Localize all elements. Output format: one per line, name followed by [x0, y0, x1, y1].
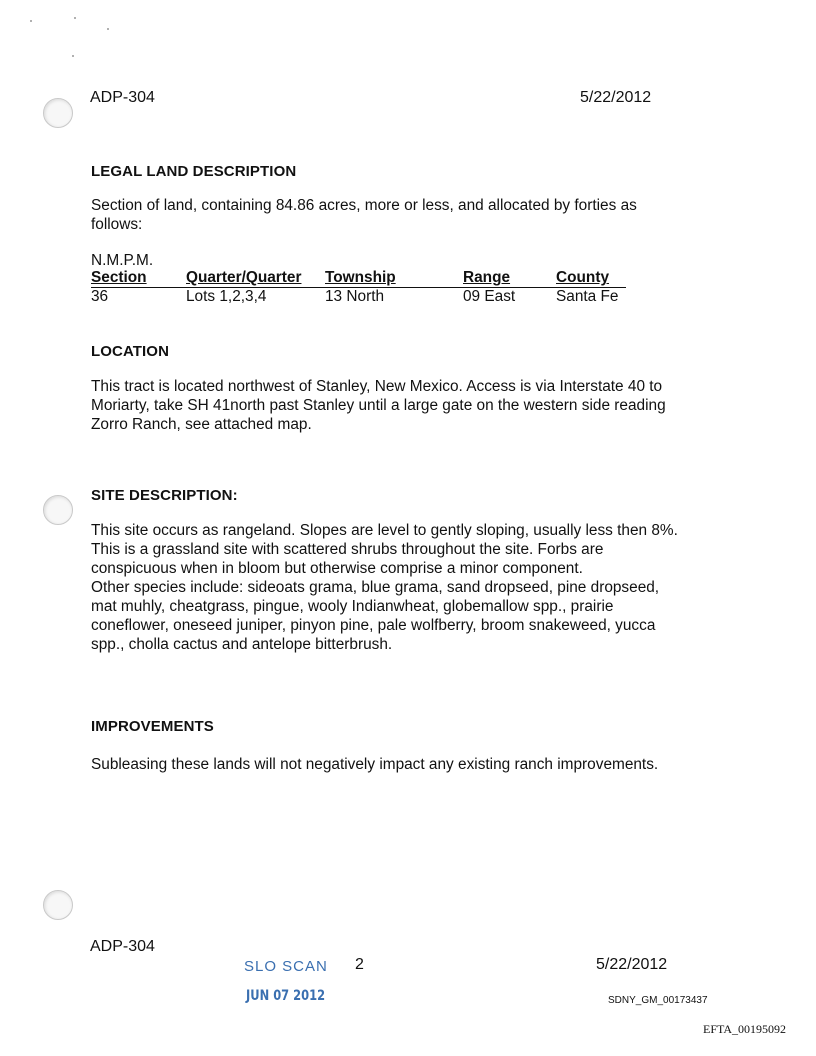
improvements-heading: IMPROVEMENTS — [91, 718, 214, 735]
site-line: This site occurs as rangeland. Slopes are level to gently sloping, usually less then 8%. — [91, 522, 678, 539]
header-date: 5/22/2012 — [580, 89, 652, 106]
col-section: Section — [91, 269, 186, 288]
scan-speck — [72, 55, 74, 57]
legal-intro-line: Section of land, containing 84.86 acres, more or less, and allocated by forties as — [91, 197, 637, 214]
efta-number: EFTA_00195092 — [703, 1022, 787, 1036]
legal-heading: LEGAL LAND DESCRIPTION — [91, 163, 297, 180]
table-row — [91, 288, 626, 307]
location-line: Zorro Ranch, see attached map. — [91, 416, 312, 433]
site-line: This is a grassland site with scattered shrubs throughout the site. Forbs are — [91, 541, 604, 558]
meridian-label: N.M.P.M. — [91, 252, 154, 269]
cell-county: Santa Fe — [556, 288, 619, 305]
cell-range: 09 East — [463, 288, 516, 305]
land-table-header — [91, 269, 626, 288]
cell-quarter: Lots 1,2,3,4 — [186, 288, 267, 305]
footer-date: 5/22/2012 — [596, 956, 668, 973]
site-line: conspicuous when in bloom but otherwise comprise a minor component. — [91, 560, 583, 577]
punch-hole-bottom — [43, 890, 73, 920]
page-number: 2 — [355, 956, 364, 973]
site-heading: SITE DESCRIPTION: — [91, 487, 238, 504]
bates-number: SDNY_GM_00173437 — [608, 995, 708, 1006]
site-line: mat muhly, cheatgrass, pingue, wooly Indianwheat, globemallow spp., prairie — [91, 598, 614, 615]
col-quarter: Quarter/Quarter — [186, 269, 325, 288]
improvements-line: Subleasing these lands will not negatively impact any existing ranch improvements. — [91, 756, 659, 773]
improvements-paragraph — [91, 755, 731, 774]
punch-hole-middle — [43, 495, 73, 525]
scan-speck — [107, 28, 109, 30]
legal-intro-line: follows: — [91, 216, 143, 233]
footer-doc-id: ADP-304 — [90, 938, 155, 955]
header-doc-id: ADP-304 — [90, 89, 155, 106]
land-table — [91, 269, 626, 306]
site-line: spp., cholla cactus and antelope bitterbrush. — [91, 636, 393, 653]
col-range: Range — [463, 269, 556, 288]
scan-stamp-date: JUN 07 2012 — [246, 988, 326, 1004]
scan-speck — [30, 20, 32, 22]
legal-intro — [91, 196, 701, 234]
site-paragraph — [91, 521, 701, 654]
location-line: Moriarty, take SH 41north past Stanley until a large gate on the western side reading — [91, 397, 666, 414]
cell-township: 13 North — [325, 288, 385, 305]
scan-speck — [74, 17, 76, 19]
location-paragraph — [91, 377, 701, 434]
punch-hole-top — [43, 98, 73, 128]
site-line: coneflower, oneseed juniper, pinyon pine, pale wolfberry, broom snakeweed, yucca — [91, 617, 656, 634]
scan-stamp-text: SLO SCAN — [244, 958, 328, 975]
cell-section: 36 — [91, 288, 109, 305]
site-line: Other species include: sideoats grama, blue grama, sand dropseed, pine dropseed, — [91, 579, 660, 596]
location-line: This tract is located northwest of Stanley, New Mexico. Access is via Interstate 40 to — [91, 378, 663, 395]
col-township: Township — [325, 269, 463, 288]
location-heading: LOCATION — [91, 343, 170, 360]
col-county: County — [556, 269, 626, 288]
